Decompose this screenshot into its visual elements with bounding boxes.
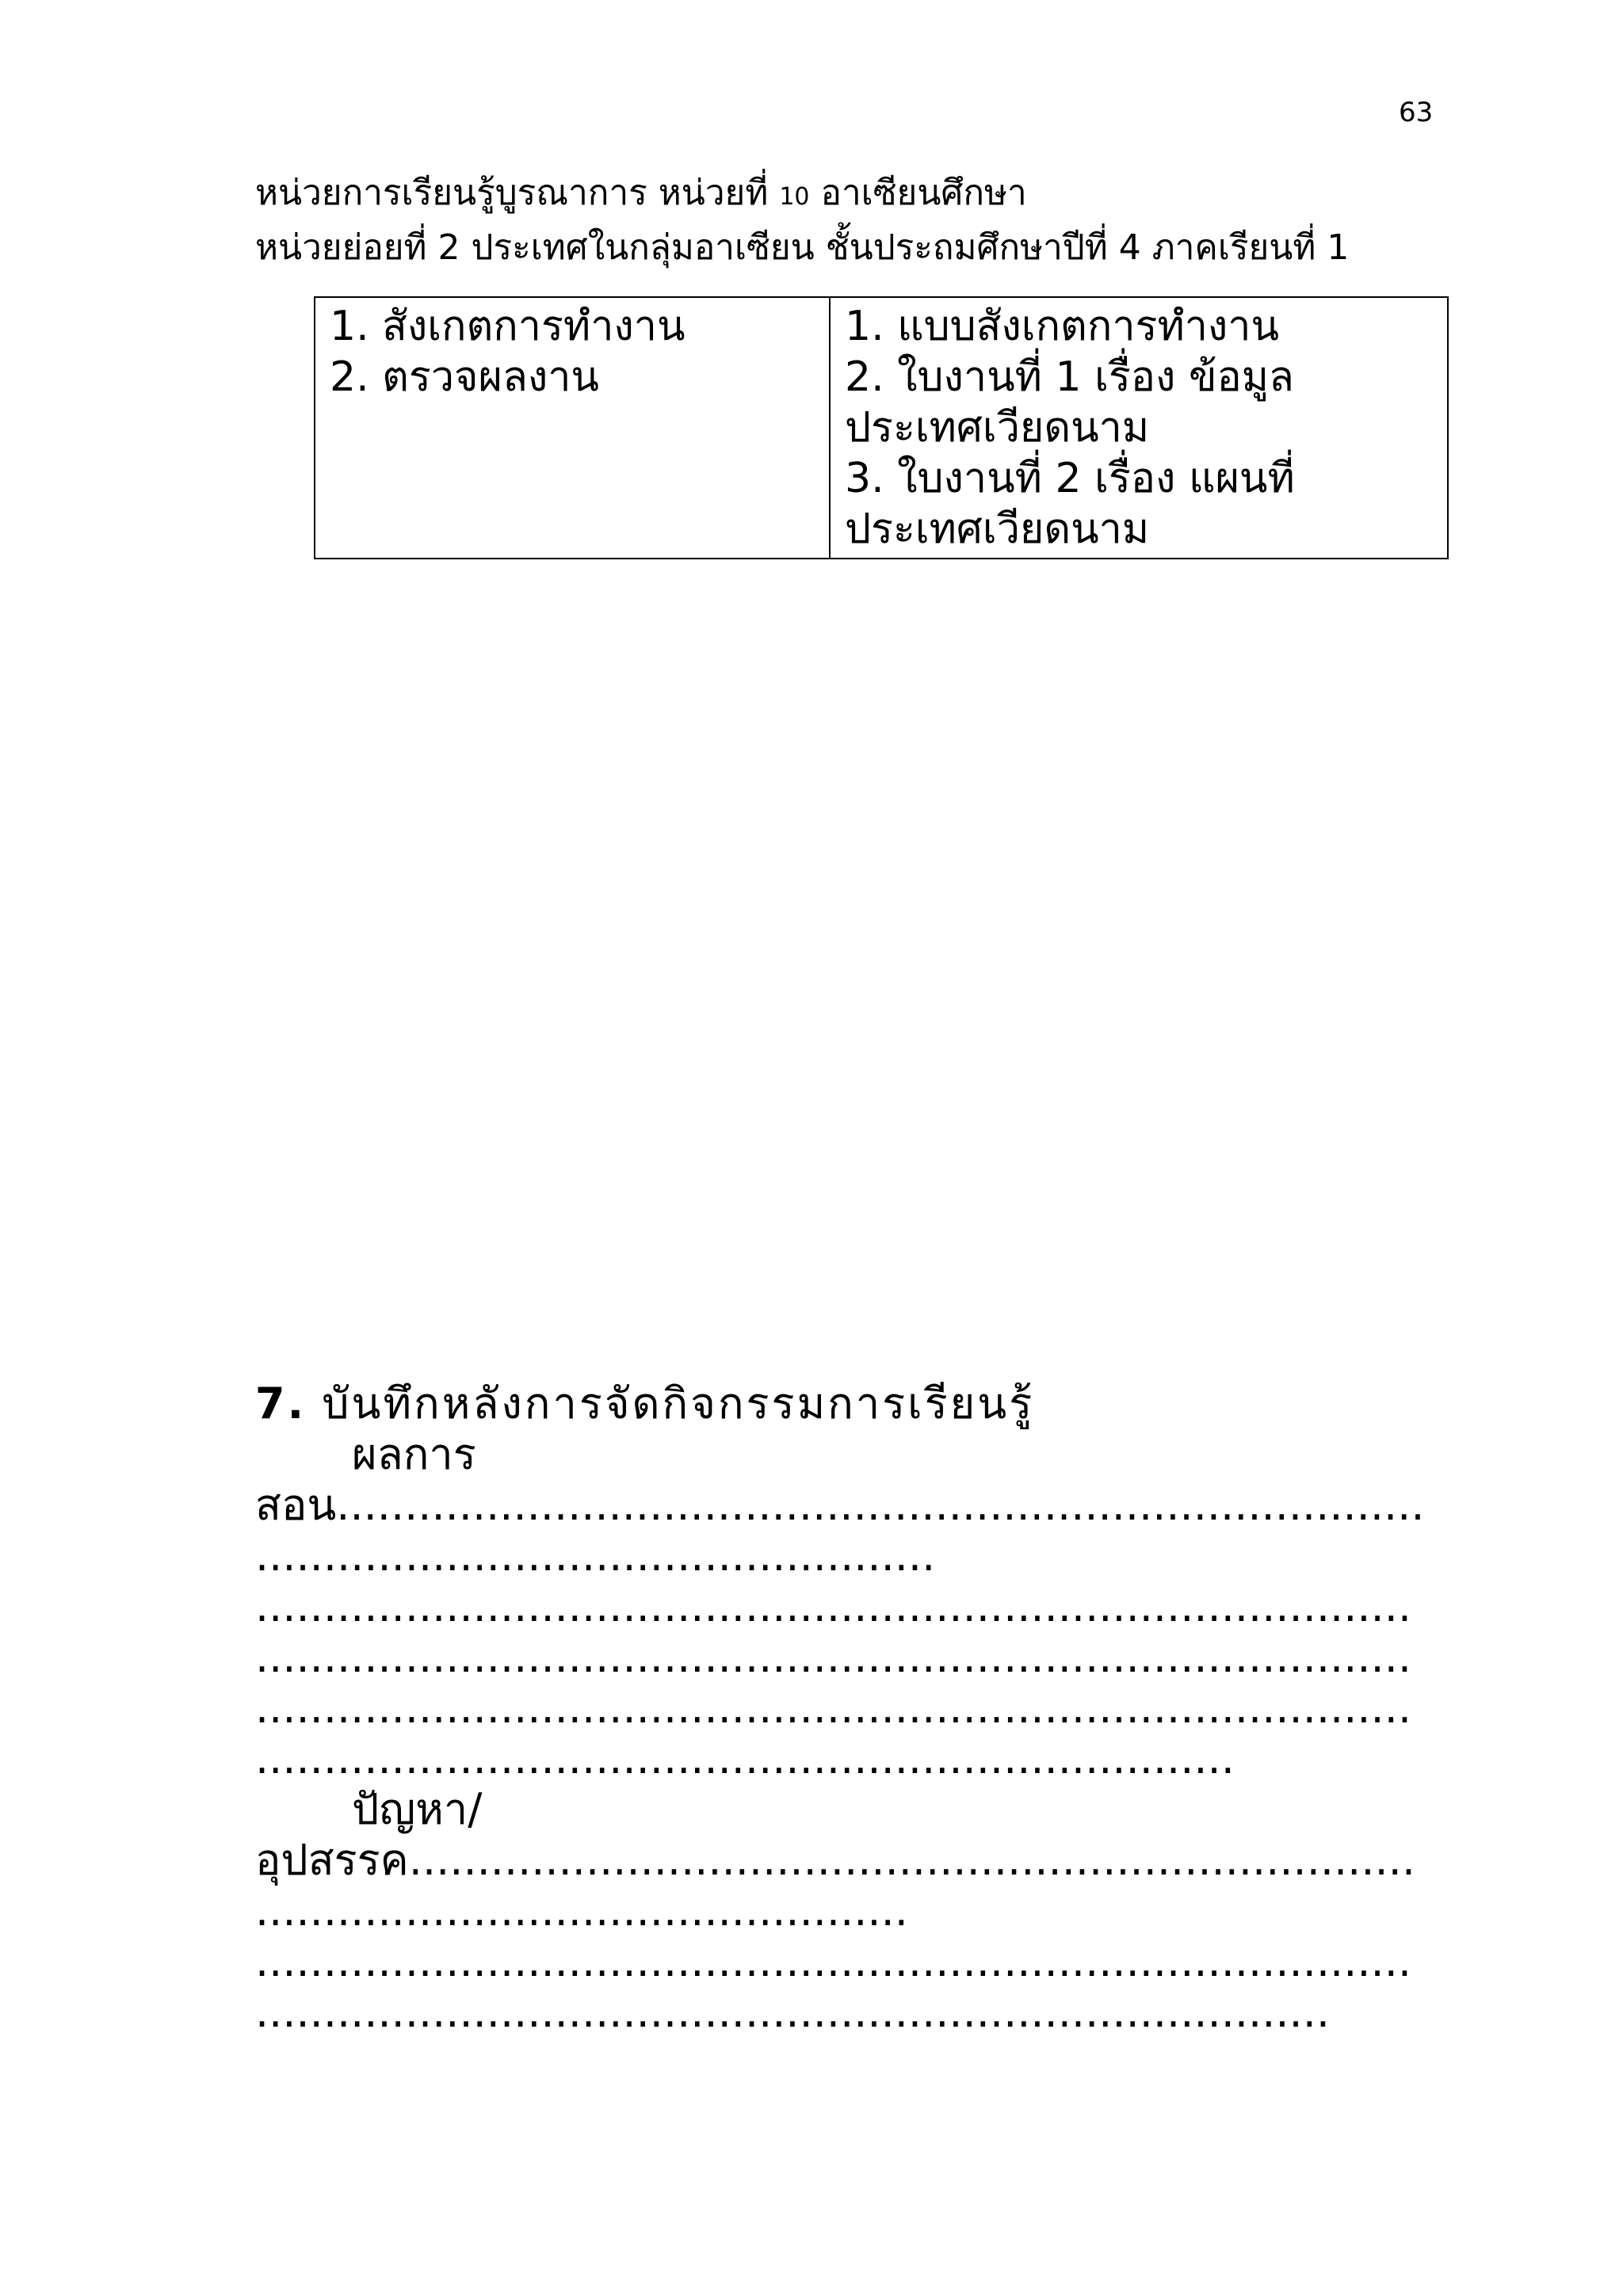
result-label: ผลการ (352, 1429, 476, 1479)
problem-line: อุปสรรค.......................................................................... (255, 1835, 1416, 1885)
problem-line: ................................................ (255, 1886, 908, 1936)
result-line: .................................................. (255, 1531, 936, 1581)
unit-subject: อาเซียนศึกษา (809, 173, 1027, 213)
result-line: ..................................................................................... (255, 1581, 1412, 1631)
assessment-methods-cell (315, 297, 830, 559)
problem-line: ............................................................................... (255, 1987, 1331, 2037)
unit-number: 10 (779, 183, 810, 211)
document-header (255, 168, 1349, 273)
header-line-1 (255, 168, 1349, 223)
problem-line: ..................................................................................... (255, 1936, 1412, 1986)
result-line: ........................................................................ (255, 1733, 1235, 1783)
section-title (255, 1379, 1444, 1429)
section-title-text: บันทึกหลังการจัดกิจกรรมการเรียนรู้ (306, 1379, 1035, 1428)
list-item: 2. ใบงานที่ 1 เรื่อง ข้อมูล (845, 353, 1294, 401)
header-line-2: หน่วยย่อยที่ 2 ประเทศในกลุ่มอาเซียน ชั้นประถมศึกษาปีที่ 4 ภาคเรียนที่ 1 (255, 227, 1350, 268)
result-line: ..................................................................................... (255, 1683, 1412, 1733)
page-number: 63 (1399, 97, 1434, 128)
unit-title: หน่วยการเรียนรู้บูรณาการ หน่วยที่ (255, 173, 780, 213)
section-number: 7. (255, 1379, 307, 1428)
table-row (315, 297, 1448, 559)
list-item: 3. ใบงานที่ 2 เรื่อง แผนที่ (845, 455, 1295, 502)
assessment-tools-cell (830, 297, 1448, 559)
list-item: 2. ตรวจผลงาน (330, 353, 599, 401)
post-lesson-record-section (255, 1379, 1444, 2038)
problem-label: ปัญหา/ (352, 1784, 483, 1834)
result-line: สอน................................................................................ (255, 1480, 1425, 1530)
list-item: 1. แบบสังเกตการทำงาน (845, 303, 1280, 350)
list-item: ประเทศเวียดนาม (845, 505, 1150, 553)
list-item: 1. สังเกตการทำงาน (330, 303, 685, 350)
list-item: ประเทศเวียดนาม (845, 404, 1150, 452)
assessment-table (314, 296, 1449, 559)
result-line: ..................................................................................... (255, 1632, 1412, 1682)
